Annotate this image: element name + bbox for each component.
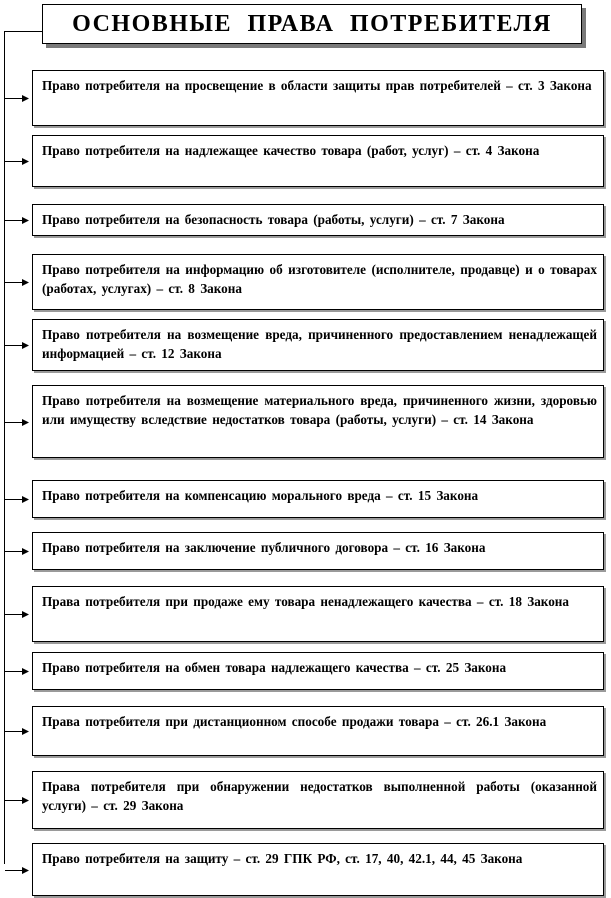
right-box: Право потребителя на заключение публичного договора – ст. 16 Закона (32, 532, 604, 570)
right-box: Право потребителя на возмещение материального вреда, причиненного жизни, здоровью или имуществу вследствие недостатков товара (работы, услуги) – ст. 14 Закона (32, 385, 604, 458)
arrow-right-icon (5, 157, 29, 166)
arrow-right-icon (5, 418, 29, 427)
diagram-title: ОСНОВНЫЕ ПРАВА ПОТРЕБИТЕЛЯ (42, 4, 582, 44)
right-box: Права потребителя при дистанционном способе продажи товара – ст. 26.1 Закона (32, 706, 604, 756)
right-box: Права потребителя при обнаружении недостатков выполненной работы (оказанной услуги) – ст. 29 Закона (32, 771, 604, 829)
connector-spine (4, 31, 5, 864)
right-box: Право потребителя на компенсацию морального вреда – ст. 15 Закона (32, 480, 604, 518)
arrow-right-icon (5, 216, 29, 225)
right-box: Право потребителя на возмещение вреда, причиненного предоставлением ненадлежащей информацией – ст. 12 Закона (32, 319, 604, 371)
arrow-right-icon (5, 796, 29, 805)
title-connector (4, 31, 42, 32)
arrow-right-icon (5, 547, 29, 556)
right-box: Право потребителя на просвещение в области защиты прав потребителей – ст. 3 Закона (32, 70, 604, 126)
arrow-right-icon (5, 341, 29, 350)
right-box: Право потребителя на информацию об изготовителе (исполнителе, продавце) и о товарах (работах, услугах) – ст. 8 Закона (32, 254, 604, 310)
right-box: Право потребителя на надлежащее качество товара (работ, услуг) – ст. 4 Закона (32, 135, 604, 187)
right-box: Право потребителя на безопасность товара (работы, услуги) – ст. 7 Закона (32, 204, 604, 236)
arrow-right-icon (5, 94, 29, 103)
arrow-right-icon (5, 667, 29, 676)
arrow-right-icon (5, 610, 29, 619)
arrow-right-icon (5, 278, 29, 287)
arrow-right-icon (5, 866, 29, 875)
arrow-right-icon (5, 495, 29, 504)
arrow-right-icon (5, 727, 29, 736)
right-box: Право потребителя на защиту – ст. 29 ГПК РФ, ст. 17, 40, 42.1, 44, 45 Закона (32, 843, 604, 896)
right-box: Права потребителя при продаже ему товара ненадлежащего качества – ст. 18 Закона (32, 586, 604, 642)
right-box: Право потребителя на обмен товара надлежащего качества – ст. 25 Закона (32, 652, 604, 690)
